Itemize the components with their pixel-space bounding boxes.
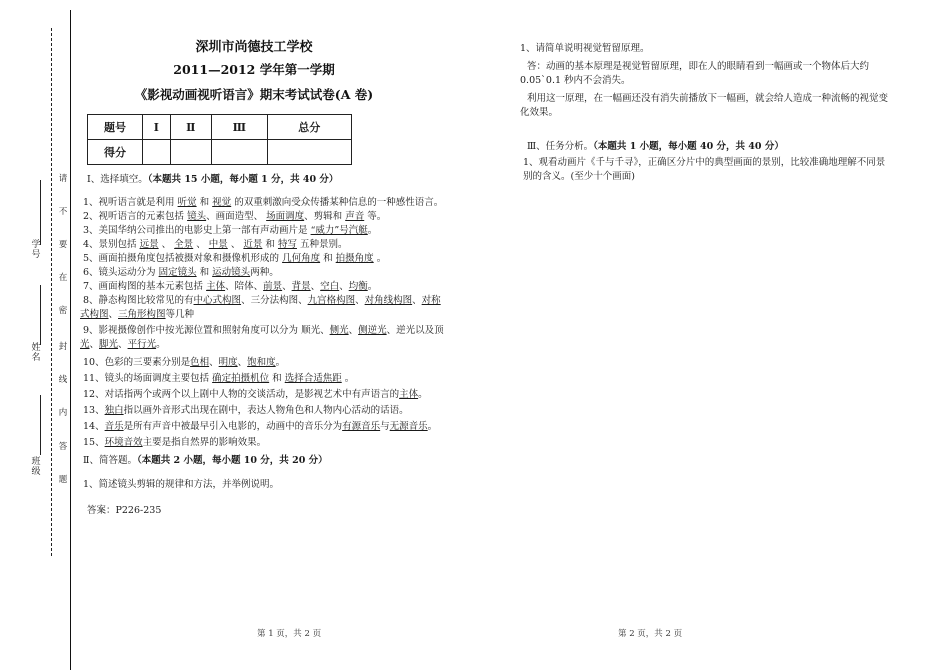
seal-char: 答 bbox=[58, 442, 68, 452]
seal-char: 内 bbox=[58, 408, 68, 418]
answer-line: 利用这一原理，在一幅画还没有消失前播放下一幅画，就会给人造成一种流畅的视觉变 bbox=[527, 93, 889, 104]
question-7: 7、画面构图的基本元素包括 主体、陪体、前景、背景、空白、均衡。 bbox=[83, 281, 378, 292]
question-9-cont: 光、脚光、平行光。 bbox=[80, 339, 166, 350]
seal-char: 在 bbox=[58, 273, 68, 283]
answer-line: 化效果。 bbox=[520, 107, 559, 118]
question-15: 15、环境音效主要是指自然界的影响效果。 bbox=[83, 437, 267, 448]
class-label: 班级 bbox=[31, 457, 41, 477]
question-6: 6、镜头运动分为 固定镜头 和 运动镜头两种。 bbox=[83, 267, 279, 278]
seal-char: 封 bbox=[58, 342, 68, 352]
margin-solid-line bbox=[70, 10, 71, 670]
exam-title: 《影视动画视听语言》期末考试试卷(A 卷) bbox=[134, 87, 374, 102]
question-4: 4、景别包括 远景 、 全景 、 中景 、 近景 和 特写 五种景别。 bbox=[83, 239, 348, 250]
score-row-label: 得分 bbox=[88, 140, 143, 165]
question-12: 12、对话指两个或两个以上剧中人物的交谈活动，是影视艺术中有声语言的主体。 bbox=[83, 389, 428, 400]
score-cell[interactable] bbox=[170, 140, 212, 165]
score-cell[interactable] bbox=[143, 140, 171, 165]
exam-term: 2011—2012 学年第一学期 bbox=[173, 62, 335, 77]
question-11: 11、镜头的场面调度主要包括 确定拍摄机位 和 选择合适焦距 。 bbox=[83, 373, 355, 384]
seal-char: 线 bbox=[58, 375, 68, 385]
score-table bbox=[87, 114, 352, 165]
seal-char: 密 bbox=[58, 306, 68, 316]
short-answer-question-1: 1、简述镜头剪辑的规律和方法，并举例说明。 bbox=[83, 479, 280, 490]
question-10: 10、色彩的三要素分别是色相、明度、饱和度。 bbox=[83, 357, 286, 368]
name-label: 姓名 bbox=[31, 343, 41, 363]
question-number-label: 题号 bbox=[88, 115, 143, 140]
task-question-line: 1、观看动画片《千与千寻》，正确区分片中的典型画面的景别，比较准确地理解不同景 bbox=[523, 157, 886, 168]
school-name: 深圳市尚德技工学校 bbox=[195, 40, 313, 55]
question-9: 9、影视摄像创作中按光源位置和照射角度可以分为 顺光、侧光、侧逆光、逆光以及顶 bbox=[83, 325, 444, 336]
question-3: 3、美国华纳公司推出的电影史上第一部有声动画片是 “威力”号汽艇。 bbox=[83, 225, 378, 236]
answer-line: 0.05`0.1 秒内不会消失。 bbox=[520, 75, 631, 86]
task-question-line: 别的含义。(至少十个画面) bbox=[523, 171, 635, 182]
seal-char: 要 bbox=[58, 240, 68, 250]
score-cell[interactable] bbox=[267, 140, 352, 165]
section1-heading: Ⅰ、选择填空。（本题共 15 小题，每小题 1 分，共 40 分） bbox=[87, 174, 339, 185]
name-field-line bbox=[40, 285, 41, 345]
question-5: 5、画面拍摄角度包括被摄对象和摄像机形成的 几何角度 和 拍摄角度 。 bbox=[83, 253, 387, 264]
page-number-left: 第 1 页，共 2 页 bbox=[257, 629, 322, 639]
score-column-header: Ⅱ bbox=[170, 115, 212, 140]
answer-reference: 答案：P226-235 bbox=[87, 505, 162, 516]
score-column-header: Ⅲ bbox=[212, 115, 267, 140]
binding-dashed-line bbox=[51, 28, 52, 556]
number-field-line bbox=[40, 180, 41, 245]
score-column-header: I bbox=[143, 115, 171, 140]
question-13: 13、独白指以画外音形式出现在剧中，表达人物角色和人物内心活动的话语。 bbox=[83, 405, 409, 416]
question-1: 1、视听语言就是利用 听觉 和 视觉 的双重刺激向受众传播某种信息的一种感性语言。 bbox=[83, 197, 444, 208]
question-2: 2、视听语言的元素包括 镜头、画面造型、 场面调度、剪辑和 声音 等。 bbox=[83, 211, 387, 222]
score-column-header: 总分 bbox=[267, 115, 352, 140]
score-cell[interactable] bbox=[212, 140, 267, 165]
answer-line: 答：动画的基本原理是视觉暂留原理，即在人的眼睛看到一幅画或一个物体后大约 bbox=[527, 61, 870, 72]
question-8-cont: 式构图、三角形构图等几种 bbox=[80, 309, 195, 320]
seal-char: 题 bbox=[58, 475, 68, 485]
number-label: 学号 bbox=[31, 240, 41, 260]
section2-heading: Ⅱ、简答题。（本题共 2 小题，每小题 10 分，共 20 分） bbox=[83, 455, 328, 466]
section3-heading: Ⅲ、任务分析。（本题共 1 小题，每小题 40 分，共 40 分） bbox=[527, 141, 784, 152]
class-field-line bbox=[40, 395, 41, 455]
seal-char: 请 bbox=[58, 174, 68, 184]
short-answer-question-2: 1、请简单说明视觉暂留原理。 bbox=[520, 43, 650, 54]
seal-char: 不 bbox=[58, 207, 68, 217]
question-14: 14、音乐是所有声音中被最早引入电影的，动画中的音乐分为有源音乐与无源音乐。 bbox=[83, 421, 438, 432]
question-8: 8、静态构图比较常见的有中心式构图、三分法构图、九宫格构图、对角线构图、对称 bbox=[83, 295, 441, 306]
page-number-right: 第 2 页，共 2 页 bbox=[618, 629, 683, 639]
